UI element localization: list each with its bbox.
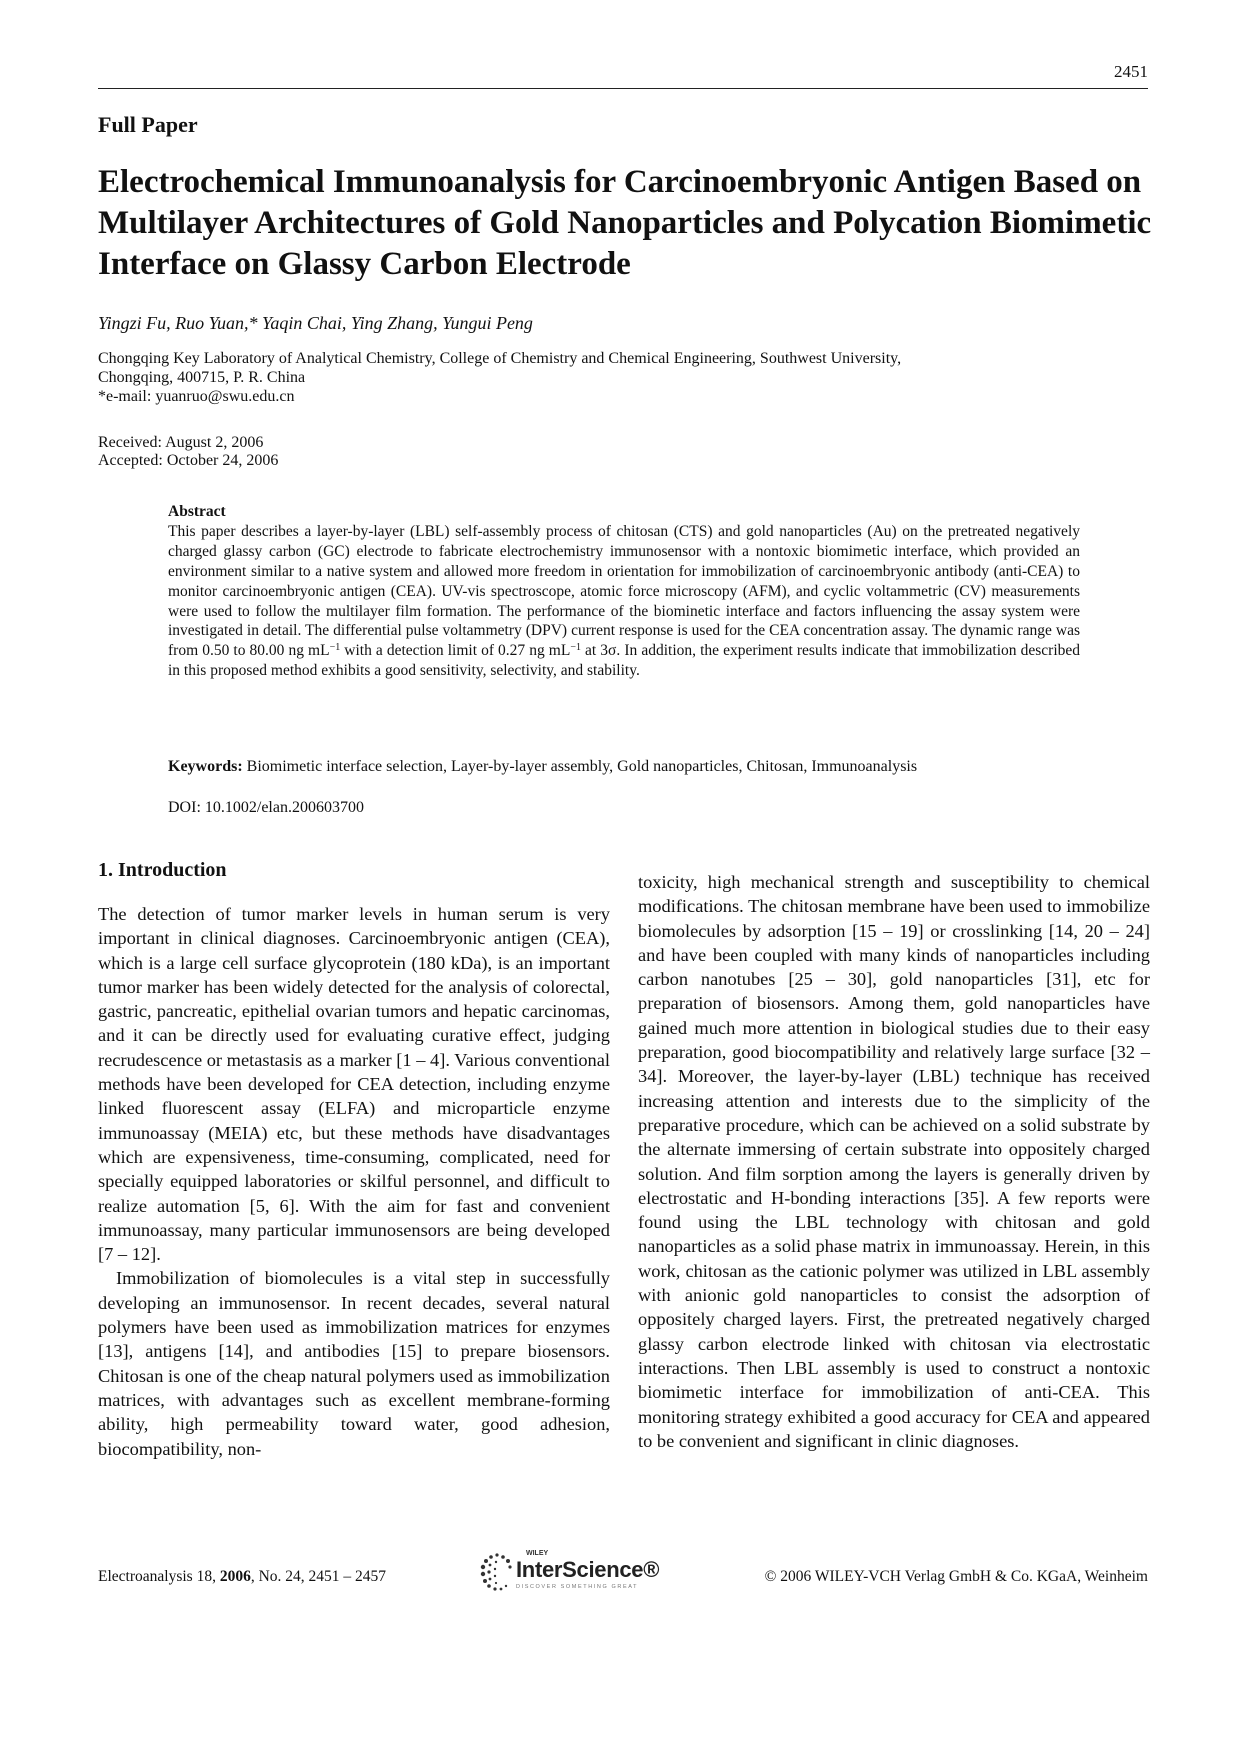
globe-icon	[480, 1552, 514, 1592]
affiliation-line-1: Chongqing Key Laboratory of Analytical Chemistry, College of Chemistry and Chemical Engineering, Southwest University,	[98, 350, 902, 367]
keywords	[168, 758, 1080, 776]
logo-tagline: DISCOVER SOMETHING GREAT	[516, 1584, 639, 1590]
affiliation-line-2: Chongqing, 400715, P. R. China	[98, 369, 306, 386]
section-label: Full Paper	[98, 112, 198, 137]
journal-citation	[98, 1568, 386, 1586]
paragraph: toxicity, high mechanical strength and susceptibility to chemical modifications. The chitosan membrane have been used to immobilize biomolecules by adsorption [15 – 19] or crosslinking [14, 20 – 24] and have been coupled with many kinds of nanoparticles including carbon nanotubes [25 – 30], gold nanoparticles [31], etc for preparation of biosensors. Among them, gold nanoparticles have gained much more attention in biological studies due to their easy preparation, good biocompatibility and relatively large surface [32 – 34]. Moreover, the layer-by-layer (LBL) technique has received increasing attention and interests due to the simplicity of the preparative procedure, which can be achieved on a solid substrate by the alternate immersing of certain substrate into oppositely charged solution. And film sorption among the layers is generally driven by electrostatic and H-bonding interactions [35]. A few reports were found using the LBL technology with chitosan and gold nanoparticles as a solid phase matrix in immunoassay. Herein, in this work, chitosan as the cationic polymer was utilized in LBL assembly with anionic gold nanoparticles to consist the adsorption of oppositely charged layers. First, the pretreated negatively charged glassy carbon electrode linked with chitosan via electrostatic interactions. Then LBL assembly is used to construct a nontoxic biomimetic interface for immobilization of anti-CEA. This monitoring strategy exhibited a good accuracy for CEA and appeared to be convenient and significant in clinic diagnoses.	[638, 872, 1150, 1451]
superscript-unit: −1	[570, 642, 581, 654]
body-column-left	[98, 858, 610, 1461]
paragraph: Immobilization of biomolecules is a vital step in successfully developing an immunosensor. In recent decades, several natural polymers have been used as immobilization matrices for enzymes [13], antigens [14], and antibodies [15] to prepare biosensors. Chitosan is one of the cheap natural polymers used as immobilization matrices, with advantages such as excellent membrane-forming ability, high permeability toward water, good adhesion, biocompatibility, non-	[98, 1268, 610, 1459]
interscience-logo	[478, 1548, 660, 1594]
abstract-text-part-1: This paper describes a layer-by-layer (LBL) self-assembly process of chitosan (CTS) and gold nanoparticles (Au) on the pretreated negatively charged glassy carbon (GC) electrode to fabricate electrochemistry immunosensor with a nontoxic biomimetic interface, which provided an environment similar to a native system and allowed more freedom in orientation for immobilization of carcinoembryonic antibody (anti-CEA) to monitor carcinoembryonic antigen (CEA). UV-vis spectroscope, atomic force microscopy (AFM), and cyclic voltammetric (CV) measurements were used to follow the multilayer film formation. The performance of the biominetic interface and factors influencing the assay system were investigated in detail. The differential pulse voltammetry (DPV) current response is used for the CEA concentration assay. The dynamic range was from 0.50 to 80.00 ng mL	[168, 522, 1080, 660]
email-link[interactable]: *e-mail: yuanruo@swu.edu.cn	[98, 388, 295, 405]
abstract-heading: Abstract	[168, 503, 226, 520]
abstract-text-part-3: at 3σ. In addition, the experiment results indicate that immobilization described in this proposed method exhibits a good sensitivity, selectivity, and stability.	[168, 642, 1081, 680]
doi-link[interactable]: DOI: 10.1002/elan.200603700	[168, 799, 364, 816]
logo-name: InterScience®	[516, 1557, 660, 1582]
author-list: Yingzi Fu, Ruo Yuan,* Yaqin Chai, Ying Zhang, Yungui Peng	[98, 313, 533, 333]
header-rule	[98, 88, 1148, 89]
abstract	[168, 502, 1080, 681]
page-number: 2451	[1114, 62, 1148, 81]
received-date: Received: August 2, 2006	[98, 434, 264, 451]
paper-title: Electrochemical Immunoanalysis for Carcinoembryonic Antigen Based on Multilayer Architectures of Gold Nanoparticles and Polycation Biomimetic Interface on Glassy Carbon Electrode	[98, 164, 1152, 282]
abstract-text-part-2: with a detection limit of 0.27 ng mL	[340, 642, 571, 660]
affiliation	[98, 349, 1158, 406]
paragraph: The detection of tumor marker levels in human serum is very important in clinical diagnoses. Carcinoembryonic antigen (CEA), which is a large cell surface glycoprotein (180 kDa), is an important tumor marker has been widely detected for the analysis of colorectal, gastric, pancreatic, epithelial ovarian tumors and hepatic carcinomas, and it can be directly used for evaluating curative effect, judging recrudescence or metastasis as a marker [1 – 4]. Various conventional methods have been developed for CEA detection, including enzyme linked fluorescent assay (ELFA) and microparticle enzyme immunoassay (MEIA) etc, but these methods have disadvantages which are expensiveness, time-consuming, complicated, need for specially equipped laboratories or skilful personnel, and difficult to realize automation [5, 6]. With the aim for fast and convenient immunoassay, many particular immunosensors are being developed [7 – 12].	[98, 904, 610, 1265]
logo-wiley: WILEY	[526, 1550, 549, 1557]
keywords-text: Biomimetic interface selection, Layer-by-layer assembly, Gold nanoparticles, Chitosan, Immunoanalysis	[242, 758, 918, 775]
journal-name: Electroanalysis 18,	[98, 1568, 220, 1585]
abstract-text	[168, 522, 1080, 681]
journal-issue: , No. 24, 2451 – 2457	[250, 1568, 387, 1585]
superscript-unit: −1	[329, 642, 341, 654]
body-column-right	[638, 870, 1150, 1453]
section-heading: 1. Introduction	[98, 859, 227, 881]
accepted-date: Accepted: October 24, 2006	[98, 452, 279, 469]
copyright: © 2006 WILEY-VCH Verlag GmbH & Co. KGaA, Weinheim	[764, 1568, 1148, 1585]
keywords-label: Keywords:	[168, 758, 243, 775]
submission-dates	[98, 434, 278, 470]
journal-year: 2006	[219, 1568, 251, 1585]
